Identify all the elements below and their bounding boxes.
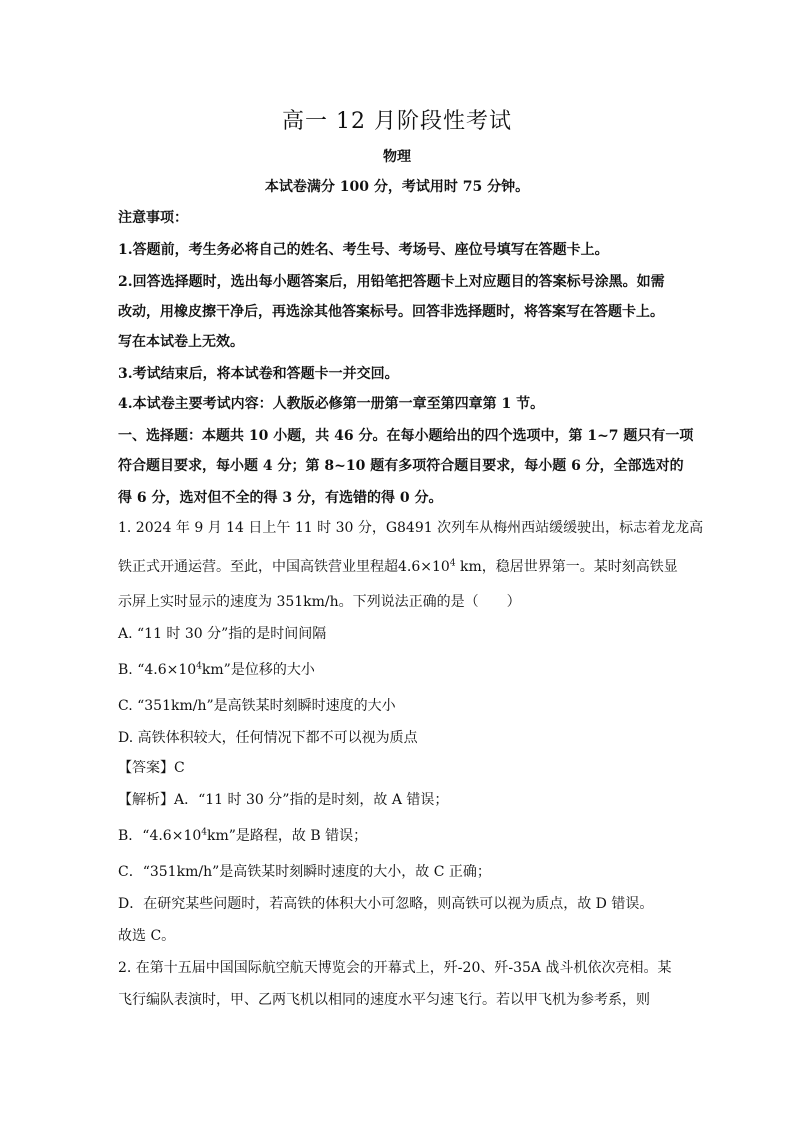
q1-option-b: B. “$4.6\times 10^4km$”是位移的大小 bbox=[118, 661, 315, 678]
section-heading-end: 得 6 分，选对但不全的得 3 分，有选错的得 0 分。 bbox=[118, 490, 443, 506]
notice-item-2: 2.回答选择题时，选出每小题答案后，用铅笔把答题卡上对应题目的答案标号涂黑。如需 bbox=[118, 274, 665, 290]
q1-option-a: A. “11 时 30 分”指的是时间间隔 bbox=[118, 626, 327, 642]
exam-info: 本试卷满分 100 分，考试用时 75 分钟。 bbox=[264, 179, 530, 195]
q1-stem-line3: 示屏上实时显示的速度为 351km/h。下列说法正确的是（ ） bbox=[118, 594, 521, 610]
notice-item-3: 3.考试结束后，将本试卷和答题卡一并交回。 bbox=[118, 366, 399, 382]
q1-conclusion: 故选 C。 bbox=[118, 928, 176, 944]
section-heading: 一、选择题：本题共 10 小题，共 46 分。在每小题给出的四个选项中，第 1~7 题只有一项 bbox=[118, 428, 694, 444]
q1-stem-line2 bbox=[118, 557, 678, 577]
notice-item-4: 4.本试卷主要考试内容：人教版必修第一册第一章至第四章第 1 节。 bbox=[118, 396, 545, 412]
section-heading-cont: 符合题目要求，每小题 4 分；第 8~10 题有多项符合题目要求，每小题 6 分，全部选对的 bbox=[118, 458, 684, 474]
notice-heading: 注意事项： bbox=[118, 210, 188, 226]
q1-analysis-d: D．在研究某些问题时，若高铁的体积大小可忽略，则高铁可以视为质点，故 D 错误。 bbox=[118, 896, 654, 912]
q2-stem-line1: 2. 在第十五届中国国际航空航天博览会的开幕式上，歼-20、歼-35A 战斗机依次亮相。某 bbox=[118, 960, 672, 976]
q1-analysis-c: C．“351km/h”是高铁某时刻瞬时速度的大小，故 C 正确； bbox=[118, 864, 491, 880]
q1-answer: 【答案】C bbox=[118, 760, 185, 776]
notice-item-2-cont: 改动，用橡皮擦干净后，再选涂其他答案标号。回答非选择题时，将答案写在答题卡上。 bbox=[118, 304, 664, 320]
q1-option-d: D. 高铁体积较大，任何情况下都不可以视为质点 bbox=[118, 730, 418, 746]
q1-stem-line1: 1. 2024 年 9 月 14 日上午 11 时 30 分，G8491 次列车从梅州西站缓缓驶出，标志着龙龙高 bbox=[118, 520, 704, 536]
notice-item-1: 1.答题前，考生务必将自己的姓名、考生号、考场号、座位号填写在答题卡上。 bbox=[118, 242, 609, 258]
q2-stem-line2: 飞行编队表演时，甲、乙两飞机以相同的速度水平匀速飞行。若以甲飞机为参考系，则 bbox=[118, 992, 650, 1008]
mileage-number: $4.6\times 10^4$ bbox=[149, 827, 207, 844]
q1-analysis-a: 【解析】A．“11 时 30 分”指的是时刻，故 A 错误； bbox=[118, 792, 449, 808]
mileage-number: $4.6\times 10^4$ bbox=[144, 661, 202, 678]
mileage-number: $4.6\times 10^4$ bbox=[398, 558, 456, 575]
page-title: 高一 12 月阶段性考试 bbox=[282, 109, 512, 134]
notice-item-2-end: 写在本试卷上无效。 bbox=[118, 334, 244, 350]
q1-analysis-b: B．“$4.6\times 10^4km$”是路程，故 B 错误； bbox=[118, 827, 368, 844]
subject-label: 物理 bbox=[383, 149, 411, 165]
mileage-unit: km bbox=[460, 559, 482, 575]
q1-stem-text-b: ，稳居世界第一。某时刻高铁显 bbox=[481, 559, 678, 575]
q1-option-c: C. “351km/h”是高铁某时刻瞬时速度的大小 bbox=[118, 698, 396, 714]
q1-stem-text-a: 铁正式开通运营。至此，中国高铁营业里程超 bbox=[118, 559, 398, 575]
